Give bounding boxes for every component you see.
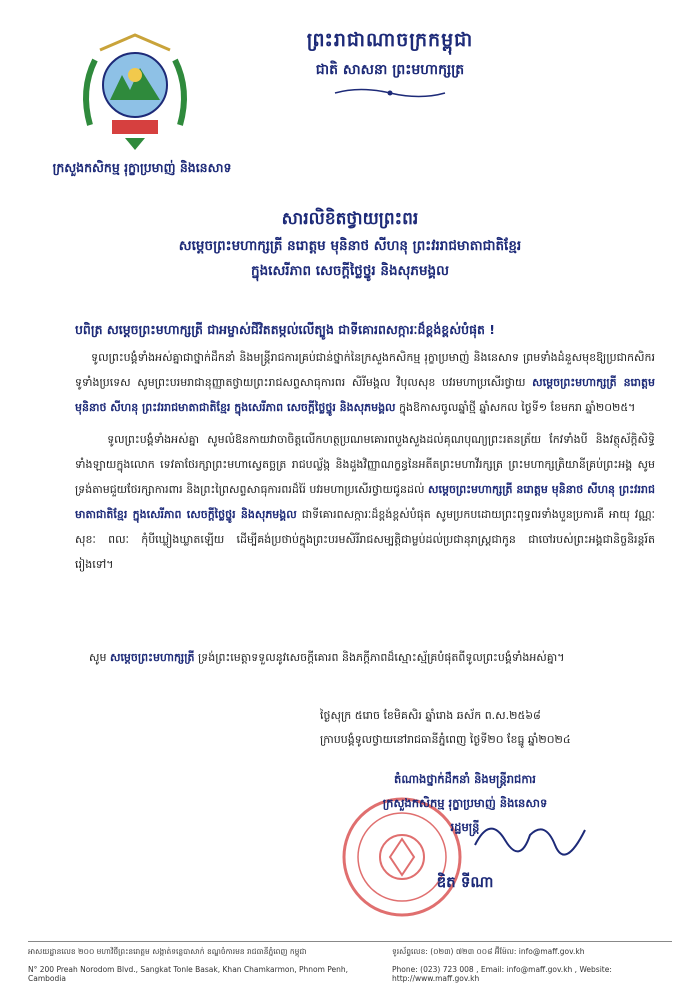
lunar-date: ថ្ងៃសុក្រ ៥រោច ខែមិគសិរ ឆ្នាំរោង ឆស័ក ព.ស.២៥៦៨ <box>320 709 541 722</box>
national-motto: ជាតិ សាសនា ព្រះមហាក្សត្រ <box>315 62 465 78</box>
kingdom-title: ព្រះរាជាណាចក្រកម្ពុជា <box>306 29 474 51</box>
signatory-name: ឌិត ទីណា <box>436 873 494 891</box>
paragraph-text: ជាទីគោរពសក្ការៈដ៏ខ្ពង់ខ្ពស់បំផុត សូមប្រកបដោយព្រះពុទ្ធពរទាំងបួនប្រការគឺ អាយុ វណ្ណៈ សុខៈ ពលៈ កុំបីឃ្លៀងឃ្លាតឡើយ ដើម្បីគង់ប្រថាប់ក្នុងព្រះបរមសិរីរាជសម្បត្តិជាម្លប់ដល់ប្រជានុរាស្ត្រជាកូន ជាចៅរបស់ព្រះអង្គជានិច្ចនិរន្តរ៍តរៀងទៅ។ <box>75 508 655 571</box>
document-title: សារលិខិតថ្វាយព្រះពរ <box>281 209 419 229</box>
recipient-name: សម្ដេចព្រះមហាក្សត្រី នរោត្តម មុនិនាថ សីហនុ ព្រះវររាជមាតាជាតិខ្មែរ <box>178 238 522 254</box>
body-paragraph-1 <box>75 345 655 420</box>
signatory-title: រដ្ឋមន្ត្រី <box>450 820 480 834</box>
ministry-emblem-icon <box>70 30 200 155</box>
footer-contact-kh: ទូរស័ព្ទលេខ: (០២៣) ៧២៣ ០០៨ អ៊ីម៉ែល: info@maff.gov.kh <box>392 947 585 956</box>
recipient-subtitle: ក្នុងសេរីភាព សេចក្ដីថ្លៃថ្នូរ និងសុភមង្គល <box>251 263 449 279</box>
footer-divider <box>28 941 672 942</box>
paragraph-bold-text: សម្ដេចព្រះមហាក្សត្រី <box>109 651 195 664</box>
paragraph-text: ទូលព្រះបង្គំទាំងអស់គ្នាជាថ្នាក់ដឹកនាំ និងមន្ត្រីរាជការគ្រប់ជាន់ថ្នាក់នៃក្រសួងកសិកម្ម រុក្ខាប្រមាញ់ និងនេសាទ ព្រមទាំងដំនួសមុខឱ្យប្រជាកសិករទូទាំងប្រទេស សូមព្រះបរមរាជានុញ្ញាតថ្វាយព្រះរាជសព្ទសាធុការពរ សិរីមង្គល វិបុលសុខ បវរមហាប្រសើរថ្វាយ <box>75 351 655 389</box>
body-paragraph-3 <box>75 645 655 670</box>
paragraph-bold-text: សម្ដេចព្រះមហាក្សត្រី នរោត្តម មុនិនាថ សីហនុ ព្រះវររាជមាតាជាតិខ្មែរ ក្នុងសេរីភាព សេចក្ដីថ្លៃថ្នូរ និងសុភមង្គល <box>75 483 655 521</box>
footer-address-en: N° 200 Preah Norodom Blvd., Sangkat Tonle Basak, Khan Chamkarmon, Phnom Penh, Cambodia <box>28 965 349 983</box>
signatory-office: តំណាងថ្នាក់ដឹកនាំ និងមន្ត្រីរាជការ <box>394 772 536 786</box>
ministry-name: ក្រសួងកសិកម្ម រុក្ខាប្រមាញ់ និងនេសាទ <box>52 160 232 175</box>
footer-contact-en: Phone: (023) 723 008 , Email: info@maff.gov.kh , Website: http://www.maff.gov.kh <box>392 965 612 983</box>
signatory-ministry: ក្រសួងកសិកម្ម រុក្ខាប្រមាញ់ និងនេសាទ <box>382 796 548 810</box>
paragraph-text: ក្នុងឱកាសចូលឆ្នាំថ្មី ឆ្នាំសកល ថ្ងៃទី១ ខែមករា ឆ្នាំ២០២៥។ <box>399 401 636 414</box>
paragraph-text: ទូលព្រះបង្គំទាំងអស់គ្នា សូមលំឱនកាយវាចាចិត្តលើកហត្ថប្រណមគោរពបួងសួងដល់គុណបុណ្យព្រះរតនត្រ័យ កែវទាំងបី និងវត្ថុស័ក្ដិសិទ្ធិទាំងឡាយក្នុងលោក ទេវតាថែរក្សាព្រះមហាស្វេតច្ឆត្រ រាជបល្ល័ង្ក និងដួងវិញ្ញាណក្ខន្ធនៃអតីតព្រះមហាវីរក្សត្រ ព្រះមហាក្សត្រិយានីគ្រប់ព្រះអង្គ សូមទ្រង់តាមជួយថែរក្សាការពារ និងព្រះព្រៃសព្ទសាធុការពរដ៏រ៉ៃ បវរមហាប្រសើរថ្វាយជូនដល់ <box>75 433 655 496</box>
solar-date: ក្រាបបង្គំទូលថ្វាយនៅរាជធានីភ្នំពេញ ថ្ងៃទី២០ ខែធ្នូ ឆ្នាំ២០២៤ <box>320 733 571 746</box>
paragraph-text: ទ្រង់ព្រះមេត្តាទទួលនូវសេចក្ដីគោរព និងភក្ដីភាពដ៏ស្មោះស្ម័គ្របំផុតពីទូលព្រះបង្គំទាំងអស់គ្នា។ <box>197 651 565 664</box>
paragraph-bold-text: សម្ដេចព្រះមហាក្សត្រី នរោត្តម មុនិនាថ សីហនុ ព្រះវររាជមាតាជាតិខ្មែរ ក្នុងសេរីភាព សេចក្ដីថ្លៃថ្នូរ និងសុភមង្គល <box>75 376 655 414</box>
ornament-divider-icon <box>330 86 450 100</box>
paragraph-text: សូម <box>89 651 107 664</box>
footer-address-kh: អាសយដ្ឋានលេខ ២០០ មហាវិថីព្រះនរោត្តម សង្កាត់ទន្លេបាសាក់ ខណ្ឌចំការមន រាជធានីភ្នំពេញ កម្ពុជា <box>28 947 307 956</box>
salutation: បពិត្រ សម្ដេចព្រះមហាក្សត្រី ជាអម្ចាស់ជីវិតតម្កល់លើត្បូង ជាទីគោរពសក្ការៈដ៏ខ្ពង់ខ្ពស់បំផុត ! <box>75 322 495 337</box>
body-paragraph-2 <box>75 427 655 577</box>
